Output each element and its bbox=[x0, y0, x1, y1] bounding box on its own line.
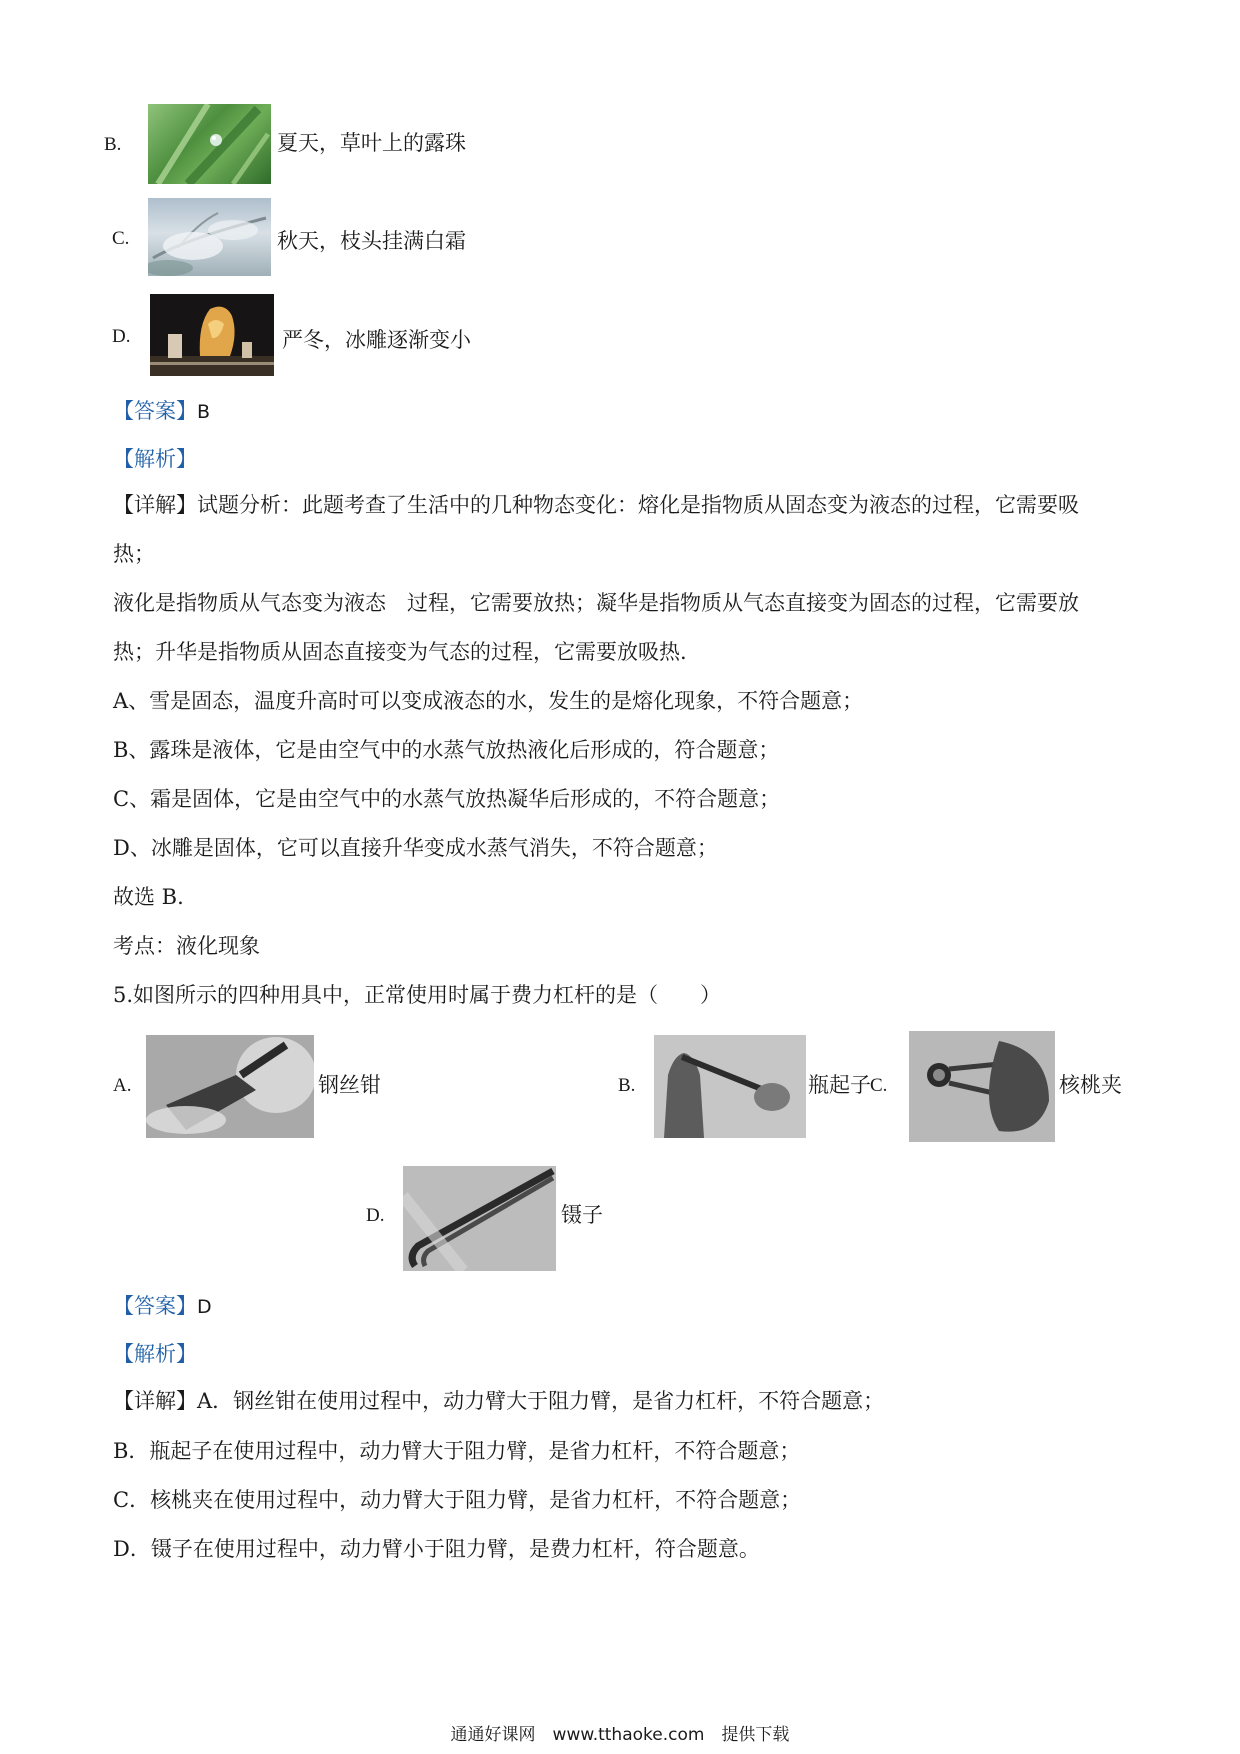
q4-detail-line1: 【详解】试题分析：此题考查了生活中的几种物态变化：熔化是指物质从固态变为液态的过程，它需要吸 bbox=[113, 493, 1079, 517]
q4-option-c-label: C. bbox=[112, 228, 130, 249]
q4-option-d-label: D. bbox=[112, 326, 131, 347]
q5-detail-c: C．核桃夹在使用过程中，动力臂大于阻力臂，是省力杠杆，不符合题意； bbox=[113, 1488, 802, 1512]
q4-detail-b: B、露珠是液体，它是由空气中的水蒸气放热液化后形成的，符合题意； bbox=[113, 738, 780, 762]
nutcracker-image bbox=[909, 1031, 1055, 1142]
q5-detail-d: D．镊子在使用过程中，动力臂小于阻力臂，是费力杠杆，符合题意。 bbox=[113, 1537, 760, 1561]
q4-option-b-label: B. bbox=[104, 134, 122, 155]
q5-stem: 5.如图所示的四种用具中，正常使用时属于费力杠杆的是（ ） bbox=[113, 983, 722, 1007]
q5-detail-a: 【详解】A．钢丝钳在使用过程中，动力臂大于阻力臂，是省力杠杆，不符合题意； bbox=[113, 1389, 885, 1413]
q4-detail-line2: 热； bbox=[113, 542, 155, 566]
tweezers-image bbox=[403, 1166, 556, 1271]
frost-branch-image bbox=[148, 198, 271, 276]
q4-detail-line3: 液化是指物质从气态变为液态 过程，它需要放热；凝华是指物质从气态直接变为固态的过程，它需要放 bbox=[113, 591, 1079, 615]
q4-detail-a: A、雪是固态，温度升高时可以变成液态的水，发生的是熔化现象，不符合题意； bbox=[113, 689, 864, 713]
q5-option-c-text: 核桃夹 bbox=[1059, 1073, 1122, 1097]
q5-option-c-label: C. bbox=[870, 1075, 888, 1096]
q4-detail-point: 考点：液化现象 bbox=[113, 934, 260, 958]
q4-detail-c: C、霜是固体，它是由空气中的水蒸气放热凝华后形成的，不符合题意； bbox=[113, 787, 781, 811]
page-footer: 通通好课网 www.tthaoke.com 提供下载 bbox=[450, 1725, 790, 1745]
answer-value: D bbox=[197, 1296, 212, 1318]
q5-option-a-text: 钢丝钳 bbox=[318, 1073, 381, 1097]
q4-option-b-text: 夏天，草叶上的露珠 bbox=[277, 131, 466, 155]
answer-value: B bbox=[197, 401, 211, 423]
q4-option-d-text: 严冬，冰雕逐渐变小 bbox=[282, 328, 471, 352]
q5-option-b-label: B. bbox=[618, 1075, 636, 1096]
q5-option-b-text: 瓶起子 bbox=[808, 1073, 871, 1097]
answer-tag: 【答案】 bbox=[113, 1294, 197, 1318]
ice-sculpture-image bbox=[150, 294, 274, 376]
bottle-opener-image bbox=[654, 1035, 806, 1138]
q5-answer bbox=[113, 1290, 212, 1320]
q4-analysis-tag: 【解析】 bbox=[113, 447, 197, 471]
q4-answer bbox=[113, 395, 210, 425]
dewdrop-grass-image bbox=[148, 104, 271, 184]
q5-analysis-tag: 【解析】 bbox=[113, 1342, 197, 1366]
q4-detail-choice: 故选 B. bbox=[113, 885, 184, 909]
q4-detail-line4: 热；升华是指物质从固态直接变为气态的过程，它需要放吸热. bbox=[113, 640, 687, 664]
wire-pliers-image bbox=[146, 1035, 314, 1138]
q4-detail-d: D、冰雕是固体，它可以直接升华变成水蒸气消失，不符合题意； bbox=[113, 836, 718, 860]
answer-tag: 【答案】 bbox=[113, 399, 197, 423]
q4-option-c-text: 秋天，枝头挂满白霜 bbox=[277, 229, 466, 253]
q5-option-d-label: D. bbox=[366, 1205, 385, 1226]
q5-detail-b: B．瓶起子在使用过程中，动力臂大于阻力臂，是省力杠杆，不符合题意； bbox=[113, 1439, 801, 1463]
q5-option-d-text: 镊子 bbox=[561, 1203, 603, 1227]
q5-option-a-label: A. bbox=[113, 1075, 132, 1096]
